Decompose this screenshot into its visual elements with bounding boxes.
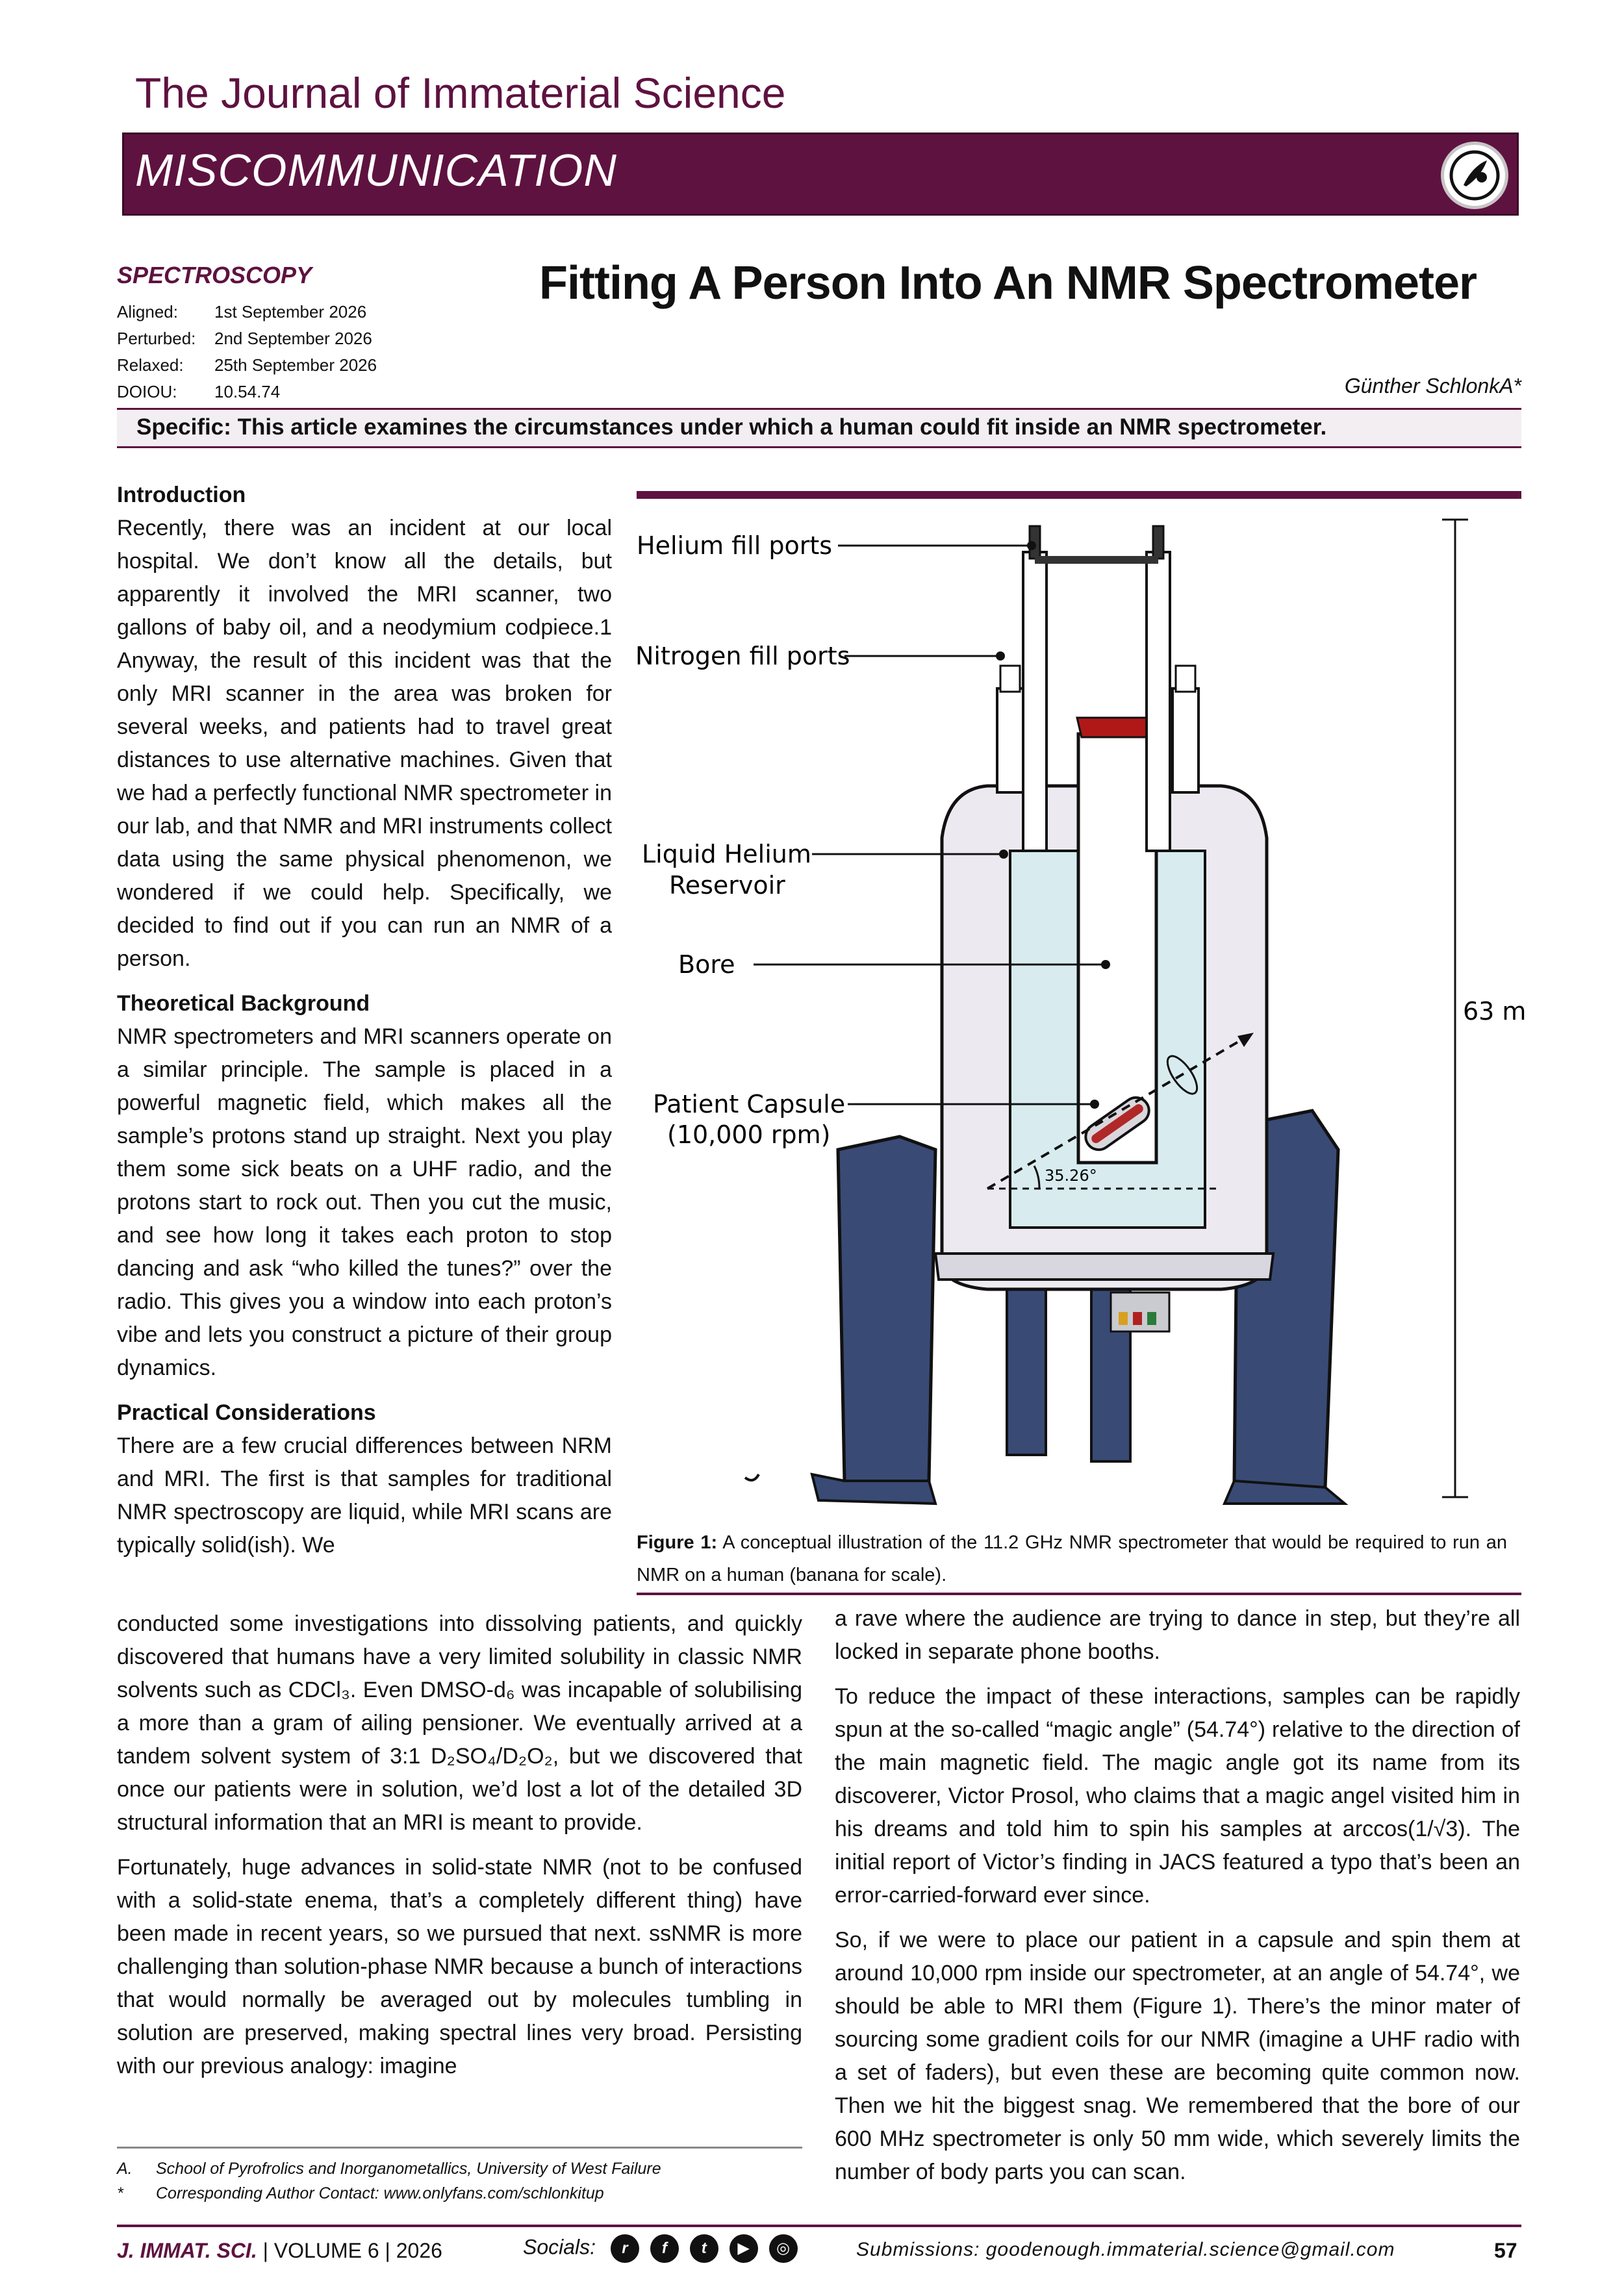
reddit-icon[interactable]: r <box>611 2234 639 2263</box>
article-title: Fitting A Person Into An NMR Spectrometer <box>539 257 1477 309</box>
dissolving-paragraph: conducted some investigations into dissolving patients, and quickly discovered that humans have a very limited solubility in classic NMR solvents such as CDCl₃. Even DMSO-d₆ was incapable of solubilising a more than a gram of ailing pensioner. We eventually arrived at a tandem solvent system of 3:1 D₂SO₄/D₂O₂, but we discovered that once our patients were in solution, we’d lost a lot of the detailed 3D structural information that an MRI is meant to provide. <box>117 1611 802 1835</box>
abstract-text: Specific: This article examines the circumstances under which a human could fit inside an NMR spectrometer. <box>136 414 1327 440</box>
nmr-spectrometer-illustration <box>624 500 1533 1513</box>
label-angle: 35.26° <box>1045 1167 1097 1185</box>
banner-title: MISCOMMUNICATION <box>135 145 617 196</box>
label-height: 63 m <box>1463 997 1527 1026</box>
theory-paragraph: NMR spectrometers and MRI scanners operate on a similar principle. The sample is placed in a powerful magnetic field, which makes all the sample’s protons stand up straight. Next you play them some sick beats on a UHF radio, and the protons start to rock out. Then you cut the music, and see how long it takes each proton to stop dancing and ask “who killed the tunes?” over the radio. This gives you a window into each proton’s vibe and lets you construct a picture of their group dynamics. <box>117 1024 612 1380</box>
practical-paragraph: There are a few crucial differences between NRM and MRI. The first is that samples for traditional NMR spectroscopy are liquid, while MRI scans are typically solid(ish). We <box>117 1433 612 1558</box>
footer-journal: J. IMMAT. SCI. <box>117 2239 257 2262</box>
label-bore: Bore <box>678 950 735 979</box>
facebook-icon[interactable]: f <box>650 2234 679 2263</box>
label-reservoir-2: Reservoir <box>669 871 785 900</box>
label-helium-ports: Helium fill ports <box>637 531 833 560</box>
meta-row: DOIOU: 10.54.74 <box>117 382 281 401</box>
author: Günther SchlonkA* <box>1344 374 1521 397</box>
footer-volume: | VOLUME 6 | 2026 <box>262 2239 442 2262</box>
meta-row: Perturbed: 2nd September 2026 <box>117 329 372 348</box>
label-capsule-rpm: (10,000 rpm) <box>667 1120 831 1149</box>
quill-logo-icon <box>1441 142 1508 209</box>
label-nitrogen-ports: Nitrogen fill ports <box>635 642 850 670</box>
socials-label: Socials: <box>523 2235 596 2259</box>
caption-text: A conceptual illustration of the 11.2 GHz NMR spectrometer that would be required to run an NMR on a human (banana for scale). <box>637 1532 1507 1585</box>
theory-heading: Theoretical Background <box>117 991 370 1016</box>
footer-rule <box>117 2225 1521 2227</box>
twitter-icon[interactable]: t <box>690 2234 718 2263</box>
footnote-rule <box>117 2147 802 2149</box>
footer-socials <box>523 2234 803 2263</box>
section-tag: SPECTROSCOPY <box>117 262 312 288</box>
label-reservoir: Liquid Helium <box>642 840 811 868</box>
footer <box>117 2239 442 2263</box>
intro-heading: Introduction <box>117 483 246 507</box>
left-column <box>117 479 612 1574</box>
figure-top-rule <box>637 491 1521 499</box>
article-dates <box>117 299 377 405</box>
label-capsule: Patient Capsule <box>653 1090 846 1118</box>
magic-angle-paragraph: To reduce the impact of these interactions, samples can be rapidly spun at the so-called “magic angle” (54.74°) relative to the direction of the main magnetic field. The magic angle got its name from its discoverer, Victor Prosol, who claims that a magic angel visited him in his dreams and told him to spin his samples at arccos(1/√3). The initial report of Victor’s finding in JACS featured a typo that’s been an error-carried-forward ever since. <box>835 1684 1520 1908</box>
ssnmr-paragraph: Fortunately, huge advances in solid-state NMR (not to be confused with a solid-state enema, that’s a completely different thing) have been made in recent years, so we pursued that next. ssNMR is more challenging than solution-phase NMR because a bunch of interactions that would normally be averaged out by molecules tumbling in solution are preserved, making spectral lines very broad. Persisting with our previous analogy: imagine <box>117 1855 802 2078</box>
rave-paragraph: a rave where the audience are trying to dance in step, but they’re all locked in separate phone booths. <box>835 1606 1520 1664</box>
intro-paragraph: Recently, there was an incident at our local hospital. We don’t know all the details, but apparently it involved the MRI scanner, two gallons of baby oil, and a neodymium codpiece.1 Anyway, the result of this incident was that the only MRI scanner in the area was broken for several weeks, and patients had to travel great distances to use alternative machines. Given that we had a perfectly functional NMR spectrometer in our lab, and that NMR and MRI instruments collect data using the same physical phenomenon, we wondered if we could help. Specifically, we decided to find out if you can run an NMR of a person. <box>117 516 612 971</box>
caption-label: Figure 1: <box>637 1532 718 1553</box>
caption-rule <box>637 1593 1521 1595</box>
footnote: A. School of Pyrofrolics and Inorganometallics, University of West Failure <box>117 2160 661 2178</box>
page-number: 57 <box>1494 2239 1517 2262</box>
footnotes <box>117 2156 661 2206</box>
right-column <box>835 1602 1520 2201</box>
footnote: * Corresponding Author Contact: www.onlyfans.com/schlonkitup <box>117 2184 604 2202</box>
bottom-left-column <box>117 1608 802 2095</box>
capsule-paragraph: So, if we were to place our patient in a capsule and spin them at around 10,000 rpm inside our spectrometer, at an angle of 54.74°, we should be able to MRI them (Figure 1). There’s the minor mater of sourcing some gradient coils for our NMR (imagine a UHF radio with a set of faders), but even these are becoming quite common now. Then we hit the biggest snag. We remembered that the bore of our 600 MHz spectrometer is only 50 mm wide, which severely limits the number of body parts you can scan. <box>835 1928 1520 2184</box>
youtube-icon[interactable]: ▶ <box>730 2234 758 2263</box>
meta-row: Relaxed: 25th September 2026 <box>117 355 377 375</box>
journal-name: The Journal of Immaterial Science <box>135 69 786 117</box>
instagram-icon[interactable]: ◎ <box>769 2234 798 2263</box>
meta-row: Aligned: 1st September 2026 <box>117 302 367 322</box>
figure-caption <box>637 1526 1507 1591</box>
practical-heading: Practical Considerations <box>117 1400 376 1425</box>
footer-submissions[interactable]: Submissions: goodenough.immaterial.science@gmail.com <box>856 2239 1395 2260</box>
